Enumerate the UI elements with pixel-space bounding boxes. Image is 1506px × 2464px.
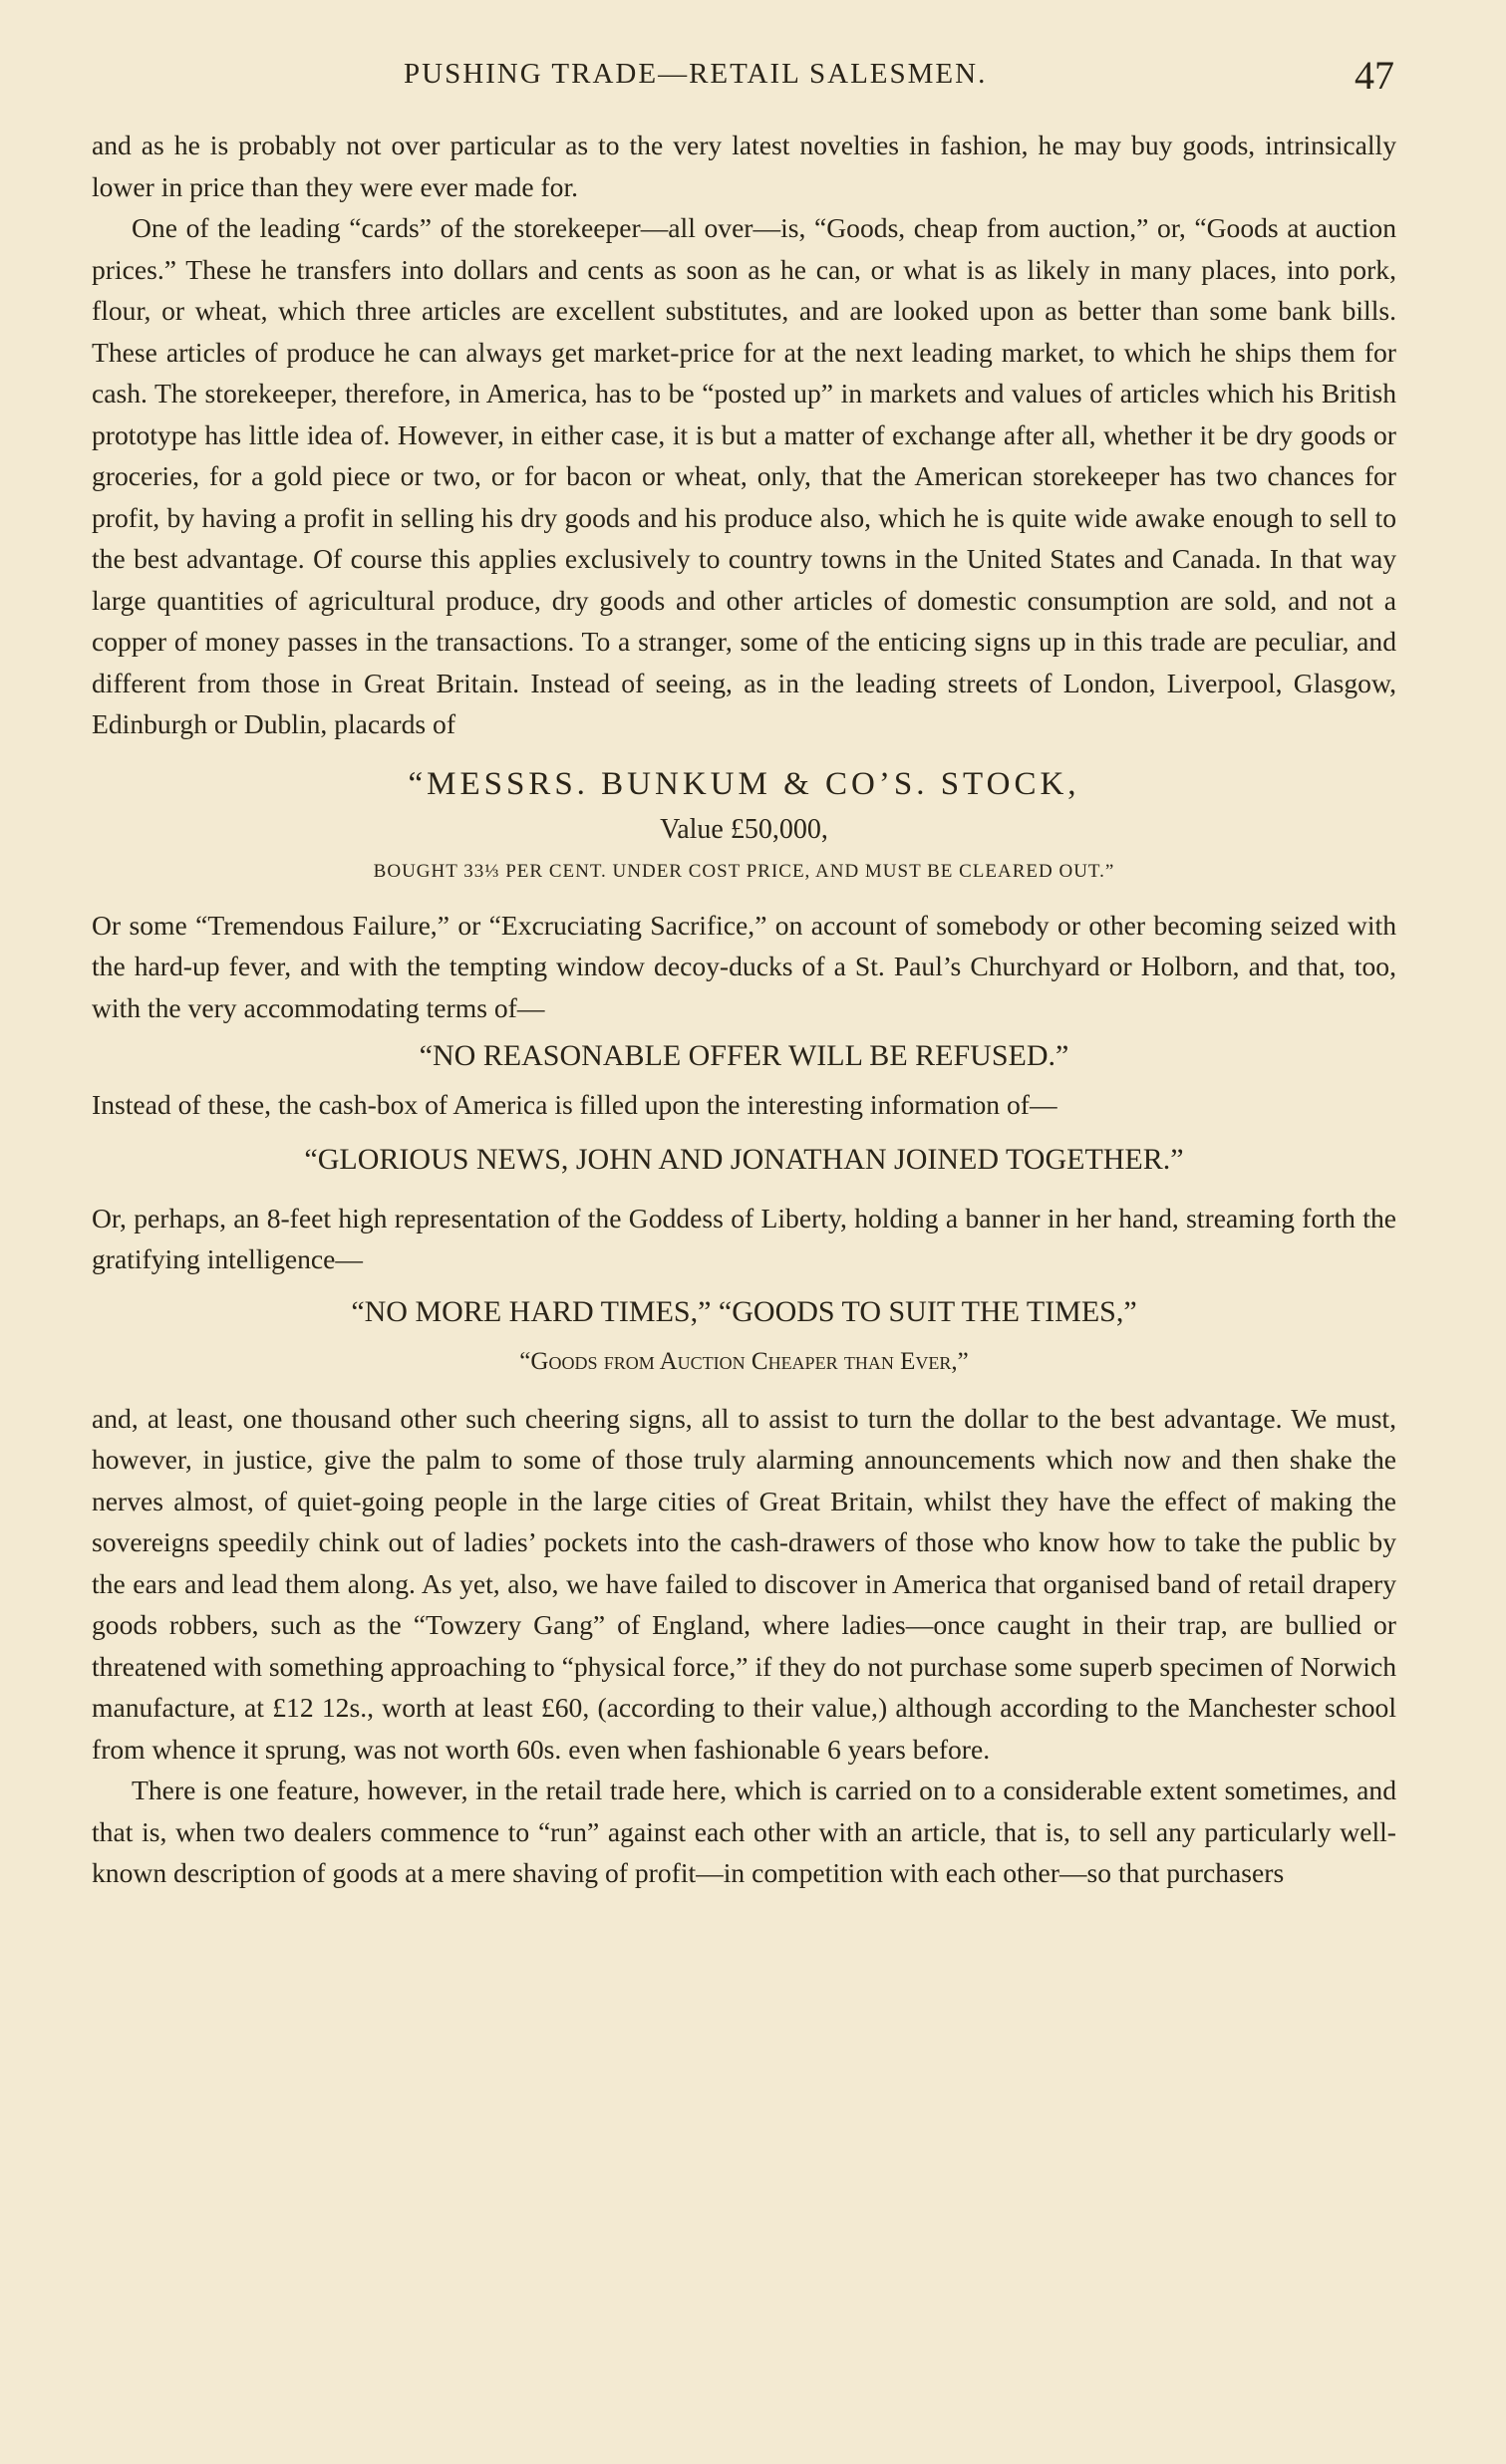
- paragraph-1: and as he is probably not over particular as to the very latest novelties in fashion, he may buy goods, intrinsically lower in price than they were ever made for.: [92, 130, 1396, 202]
- paragraph-2: One of the leading “cards” of the storekeeper—all over—is, “Goods, cheap from auction,” or, “Goods at auction prices.” These he transfers into dollars and cents as soon as he can, or what is as likely in many places, into pork, flour, or wheat, which three articles are excellent substitutes, and are looked upon as better than some bank bills. These articles of produce he can always get market-price for at the next leading market, to which he ships them for cash. The storekeeper, therefore, in America, has to be “posted up” in markets and values of articles which his British prototype has little idea of. However, in either case, it is but a matter of exchange after all, whether it be dry goods or groceries, for a gold piece or two, or for bacon or wheat, only, that the American storekeeper has two chances for profit, by having a profit in selling his dry goods and his produce also, which he is quite wide awake enough to sell to the best advantage. Of course this applies exclusively to country towns in the United States and Canada. In that way large quantities of agricultural produce, dry goods and other articles of domestic consumption are sold, and not a copper of money passes in the transactions. To a stranger, some of the enticing signs up in this trade are peculiar, and different from those in Great Britain. Instead of seeing, as in the leading streets of London, Liverpool, Glasgow, Edinburgh or Dublin, placards of: [92, 212, 1396, 739]
- page-body: [92, 125, 1396, 1894]
- sign-goods-from-auction: “Goods from Auction Cheaper than Ever,”: [519, 1347, 969, 1375]
- placard-title: “MESSRS. BUNKUM & CO’S. STOCK,: [408, 765, 1080, 802]
- running-title: PUSHING TRADE—RETAIL SALESMEN.: [404, 58, 988, 90]
- running-header: [0, 53, 1506, 104]
- placard-value: Value £50,000,: [660, 813, 828, 845]
- sign-no-reasonable-offer: “NO REASONABLE OFFER WILL BE REFUSED.”: [419, 1039, 1069, 1072]
- paragraph-3: Or some “Tremendous Failure,” or “Excruciating Sacrifice,” on account of somebody or other becoming seized with the hard-up fever, and with the tempting window decoy-ducks of a St. Paul’s Churchyard or Holborn, and that, too, with the very accommodating terms of—: [92, 909, 1396, 1023]
- sign-glorious-news: “GLORIOUS NEWS, JOHN AND JONATHAN JOINED TOGETHER.”: [304, 1142, 1184, 1176]
- paragraph-4: Instead of these, the cash-box of America is filled upon the interesting information of—: [92, 1089, 1057, 1120]
- paragraph-6: and, at least, one thousand other such cheering signs, all to assist to turn the dollar to the best advantage. We must, however, in justice, give the palm to some of those truly alarming announcements which now and then shake the nerves almost, of quiet-going people in the large cities of Great Britain, whilst they have the effect of making the sovereigns speedily chink out of ladies’ pockets into the cash-drawers of those who know how to take the public by the ears and lead them along. As yet, also, we have failed to discover in America that organised band of retail drapery goods robbers, such as the “Towzery Gang” of England, where ladies—once caught in their trap, are bullied or threatened with something approaching to “physical force,” if they do not purchase some superb specimen of Norwich manufacture, at £12 12s., worth at least £60, (according to their value,) although according to the Manchester school from whence it sprung, was not worth 60s. even when fashionable 6 years before.: [92, 1402, 1396, 1765]
- paragraph-7: There is one feature, however, in the retail trade here, which is carried on to a considerable extent sometimes, and that is, when two dealers commence to “run” against each other with an article, that is, to sell any particularly well-known description of goods at a mere shaving of profit—in competition with each other—so that purchasers: [92, 1775, 1396, 1888]
- sign-no-more-hard-times: “NO MORE HARD TIMES,” “GOODS TO SUIT THE TIMES,”: [351, 1294, 1137, 1328]
- paragraph-5: Or, perhaps, an 8-feet high representation of the Goddess of Liberty, holding a banner in her hand, streaming forth the gratifying intelligence—: [92, 1202, 1396, 1274]
- placard-terms: BOUGHT 33⅓ PER CENT. UNDER COST PRICE, AND MUST BE CLEARED OUT.”: [373, 860, 1115, 882]
- page-number: 47: [1355, 53, 1394, 98]
